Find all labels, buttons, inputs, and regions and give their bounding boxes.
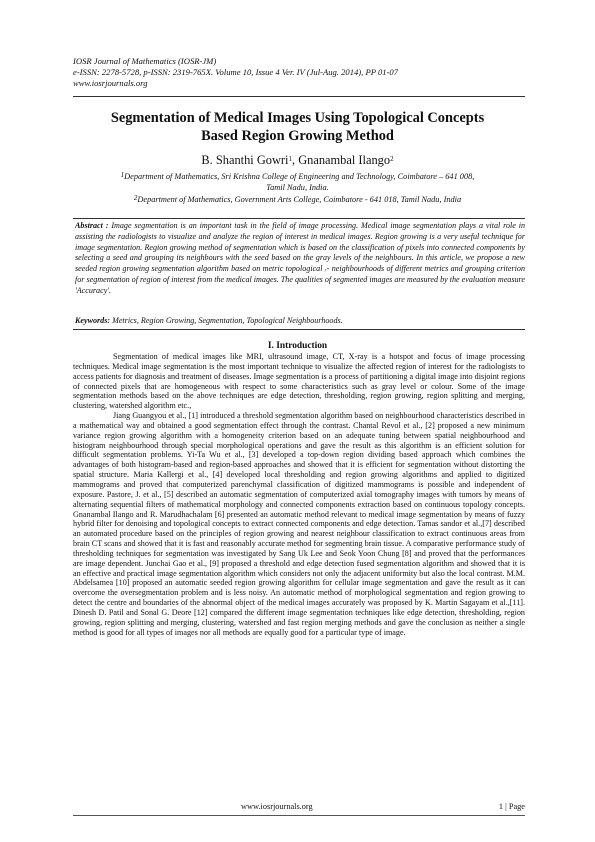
- affiliation-2-mark: 2: [133, 194, 138, 202]
- journal-header: [73, 56, 398, 89]
- keywords-label: Keywords:: [75, 316, 111, 325]
- title-line-1: Segmentation of Medical Images Using Topological Concepts: [110, 110, 485, 126]
- affiliation-1: [66, 171, 529, 193]
- author-2: Gnanambal Ilango: [298, 153, 391, 167]
- footer-divider: [73, 815, 525, 816]
- journal-website: www.iosrjournals.org: [73, 78, 148, 88]
- affiliation-2: [66, 194, 529, 205]
- paper-title: [60, 110, 535, 145]
- abstract-text: Image segmentation is an important task in the field of image processing. Medical image segmentation plays a vital role in assisting the radiologists to visualize and analyze the region of interest in medical images. Region growing is a very useful technique for image segmentation. Region growing method of segmentation which is based on the classification of pixels into connected components by selecting a seed and grouping its neighbours with the seed based on the gray levels of the neighbours. In this article, we propose a new seeded region growing segmentation algorithm based on metric topological ᵣ- neighbourhoods of different metrics and grouping criterion for segmentation of region of interest from the medical images. The qualities of segmented images are measured by the evaluation measure 'Accuracy'.: [75, 221, 525, 295]
- author-1-affiliation-mark: 1: [288, 155, 292, 163]
- abstract-label: Abstract :: [75, 221, 109, 230]
- journal-name: IOSR Journal of Mathematics (IOSR-JM): [73, 56, 217, 66]
- author-2-affiliation-mark: 2: [390, 155, 394, 163]
- abstract: [75, 221, 525, 297]
- header-divider: [73, 96, 525, 97]
- authors: [60, 153, 535, 168]
- author-separator: ,: [292, 153, 299, 167]
- keywords: [75, 316, 525, 327]
- introduction-body: [73, 352, 525, 637]
- affiliation-2-text: Department of Mathematics, Government Arts College, Coimbatore - 641 018, Tamil Nadu, India: [137, 195, 462, 204]
- paragraph: Segmentation of medical images like MRI, ultrasound image, CT, X-ray is a hotspot and focus of image processing techniques. Medical image segmentation is the most important technique to visualize the affected region of interest for the radiologists to access patients for diagnosis and treatment of diseases. Image segmentation is a process of partitioning a digital image into disjoint regions of connected pixels that are homogeneous with respect to some characteristics such as gray level or colour. Some of the image segmentation methods based on the above techniques are edge detection, thresholding, region growing, region splitting and merging, clustering, watershed algorithm etc.,: [73, 352, 525, 411]
- title-line-2: Based Region Growing Method: [201, 127, 394, 144]
- keywords-text: Metrics, Region Growing, Segmentation, Topological Neighbourhoods.: [110, 316, 343, 325]
- page-number: 1 | Page: [498, 802, 525, 811]
- affiliation-1-mark: 1: [120, 171, 125, 179]
- author-1: B. Shanthi Gowri: [201, 153, 289, 167]
- affiliation-1-line-2: Tamil Nadu, India.: [266, 183, 329, 192]
- affiliation-1-line-1: Department of Mathematics, Sri Krishna College of Engineering and Technology, Coimbatore – 641 008,: [124, 172, 475, 181]
- journal-issn: e-ISSN: 2278-5728, p-ISSN: 2319-765X. Volume 10, Issue 4 Ver. IV (Jul-Aug. 2014), PP 01-07: [73, 67, 398, 77]
- section-heading: I. Introduction: [267, 341, 328, 351]
- paragraph: Jiang Guangyou et al., [1] introduced a threshold segmentation algorithm based on neighbourhood characteristics described in a mathematical way and obtained a good segmentation effect through the contrast. Chantal Revol et al., [2] proposed a new minimum variance region growing algorithm with a homogeneity criterion based on an adequate tuning between spatial neighbourhood and histogram neighbourhood through special morphological operations and gave the result as this algorithm is an efficient solution for difficult segmentation problems. Yi-Ta Wu et al., [3] developed a top-down region dividing based approach which combines the advantages of both histogram-based and region-based approaches and showed that it is efficient for segmentation without distorting the spatial structure. Maria Kallergi et al., [4] developed local thresholding and region growing algorithms and applied to digitized mammograms and proved that computerized parenchymal classification of digitized mammograms is possible and independent of exposure. Pastore, J. et al., [5] described an automatic segmentation of computerized axial tomography images with tumors by means of alternating sequential filters of mathematical morphology and connected components extraction based on continuous topology concepts. Gnanambal Ilango and R. Marudhachalam [6] presented an automatic method relevant to medical image segmentation by means of fuzzy hybrid filter for denoising and topological concepts to extract connected components and edge detection. Tamas sandor et al.,[7] described an automated procedure based on the principles of region growing and nearest neighbour classification to extract continuous areas from brain CT scans and showed that it is fast and reasonably accurate method for segmenting brain tissue. A comparative performance study of thresholding techniques for segmentation was investigated by Sang Uk Lee and Seok Yoon Chung [8] and proved that the performances are image dependent. Junchai Gao et al., [9] proposed a threshold and edge detection fused segmentation algorithm and showed that it is an effective and practical image segmentation algorithm which considers not only the adjacent uniformity but also the local contrast. M.M. Abdelsamea [10] proposed an automatic seeded region growing algorithm for cellular image segmentation and gave the result as it can overcome the oversegmentation problem and is less noisy. An automatic method of morphological segmentation and region growing to detect the centre and boundaries of the abnormal object of the medical images accurately was proposed by K. Martin Sagayam et al.,[11]. Dinesh D. Patil and Sonal G. Deore [12] compared the different image segmentation techniques like edge detection, thresholding, region growing, region splitting and merging, clustering, watershed and fast region merging methods and gave the conclusion as neither a single method is good for all types of images nor all methods are equally good for a particular type of image.: [73, 411, 525, 637]
- footer-website: www.iosrjournals.org: [241, 802, 313, 811]
